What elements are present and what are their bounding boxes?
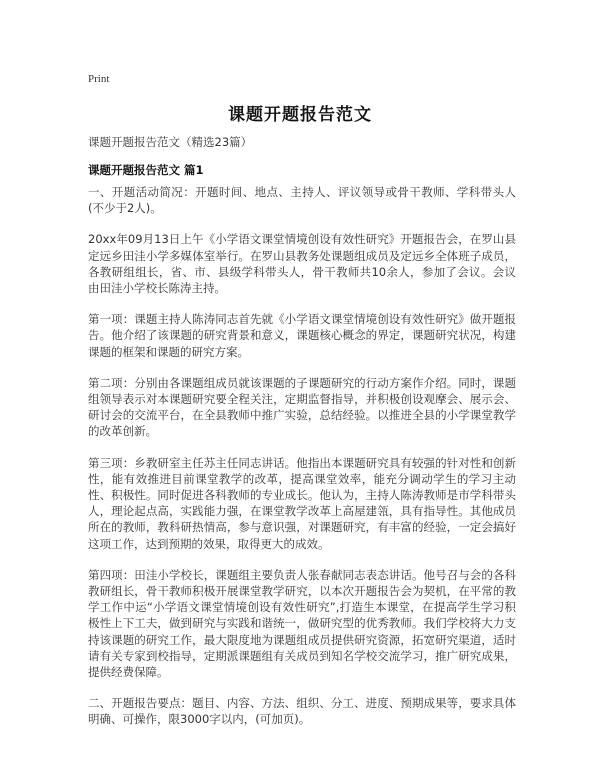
document-body — [88, 184, 516, 743]
paragraph: 20xx年09月13日上午《小学语文课堂情境创设有效性研究》开题报告会，在罗山县定远乡田洼小学多媒体室举行。在罗山县教务处课题组成员及定远乡全体班子成员，各教研组组长，省、市、县级学科带头人，骨干教师共10余人，参加了会议。会议由田洼小学校长陈涛主持。 — [88, 232, 516, 296]
print-label: Print — [88, 73, 110, 85]
paragraph: 第三项：乡教研室主任苏主任同志讲话。他指出本课题研究具有较强的针对性和创新性，能有效推进目前课堂教学的改革，提高课堂效率，能充分调动学生的学习主动性、积极性。同时促进各科教师的专业成长。他认为，主持人陈涛教师是市学科带头人，理论起点高，实践能力强，在课堂教学改革上高屋建瓴，具有指导性。其他成员所在的教师，教科研热情高，参与意识强，对课题研究，有丰富的经验，一定会搞好这项工作，达到预期的效果，取得更大的成效。 — [88, 455, 516, 551]
paragraph: 第二项：分别由各课题组成员就该课题的子课题研究的行动方案作介绍。同时，课题组领导表示对本课题研究要全程关注，定期监督指导，并积极创设观摩会、展示会、研讨会的交流平台，在全县教师中推广实验，总结经验。以推进全县的小学课堂教学的改革创新。 — [88, 375, 516, 439]
section-heading: 课题开题报告范文 篇1 — [88, 163, 204, 177]
page-title: 课题开题报告范文 — [228, 105, 372, 125]
paragraph: 第四项：田洼小学校长，课题组主要负责人张春献同志表态讲话。他号召与会的各科教研组长，骨干教师积极开展课堂教学研究，以本次开题报告会为契机，在平常的教学工作中运“小学语文课堂情境创设有效性研究”,打造生本课堂，在提高学生学习积极性上下工夫，做到研究与实践和谐统一，做研究型的优秀教师。我们学校将大力支持该课题的研究工作，最大限度地为课题组成员提供研究资源，拓宽研究渠道，适时请有关专家到校指导，定期派课题组有关成员到知名学校交流学习，推广研究成果，提供经费保障。 — [88, 567, 516, 680]
paragraph: 二、开题报告要点：题目、内容、方法、组织、分工、进度、预期成果等，要求具体明确、可操作，限3000字以内，(可加页)。 — [88, 696, 516, 727]
paragraph: 第一项：课题主持人陈涛同志首先就《小学语文课堂情境创设有效性研究》做开题报告。他介绍了该课题的研究背景和意义，课题核心概念的界定，课题研究状况，构建课题的框架和课题的研究方案。 — [88, 312, 516, 359]
document-subtitle: 课题开题报告范文（精选23篇） — [88, 135, 253, 149]
paragraph: 一、开题活动简况：开题时间、地点、主持人、评议领导或骨干教师、学科带头人(不少于2人)。 — [88, 185, 516, 216]
